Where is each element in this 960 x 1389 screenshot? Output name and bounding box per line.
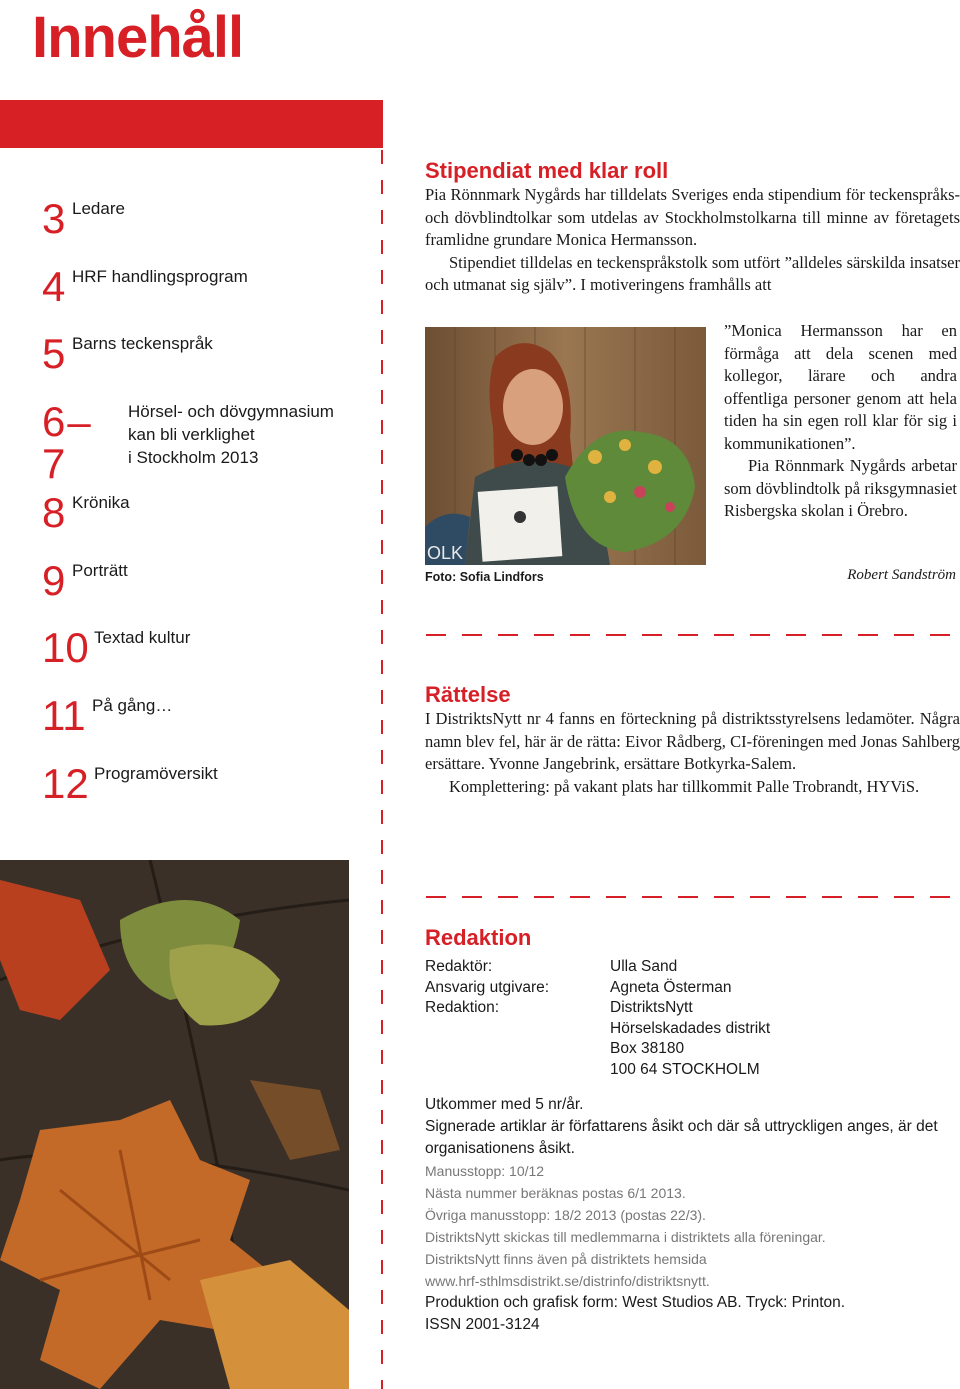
redaktion-key xyxy=(425,1019,610,1040)
toc-label: Barns teckenspråk xyxy=(72,334,213,353)
photo-sign-text: OLK xyxy=(427,543,464,563)
toc-number: 12 xyxy=(42,760,89,807)
toc-label: Porträtt xyxy=(72,561,128,580)
redaktion-row xyxy=(425,978,960,999)
toc-number: 9 xyxy=(42,557,66,604)
toc-label: På gång… xyxy=(92,696,173,715)
article-paragraph: I DistriktsNytt nr 4 fanns en förteckning på distriktsstyrelsens ledamöter. Några namn blev fel, här är de rätta: Eivor Rådberg, CI-föreningen med Jonas Sahlberg ersättare. Yvonne Jangebrink, ersättare Botkyrka-Salem. xyxy=(425,709,960,773)
redaktion-key: Redaktion: xyxy=(425,999,500,1016)
redaktion-row xyxy=(425,1039,960,1060)
distribution-text: DistriktsNytt skickas till medlemmarna i distriktets alla föreningar. xyxy=(425,1229,826,1245)
redaktion-title: Redaktion xyxy=(425,925,532,950)
redaktion-value: 100 64 STOCKHOLM xyxy=(610,1060,760,1078)
redaktion-value: Ulla Sand xyxy=(610,958,678,975)
toc-label: i Stockholm 2013 xyxy=(128,448,259,467)
redaktion-key xyxy=(425,1039,610,1060)
toc-label: Ledare xyxy=(72,199,125,218)
redaktion-key: Redaktör: xyxy=(425,958,493,975)
hemsida-url[interactable]: www.hrf-sthlmsdistrikt.se/distrinfo/distriktsnytt. xyxy=(425,1273,710,1289)
toc-label: kan bli verklighet xyxy=(128,425,255,444)
produktion-text: Produktion och grafisk form: West Studios AB. Tryck: Printon. xyxy=(425,1294,846,1311)
signerade-text: Signerade artiklar är författarens åsikt och där så uttryckligen anges, är det organisationens åsikt. xyxy=(425,1118,938,1157)
redaktion-value: Hörselskadades distrikt xyxy=(610,1019,771,1037)
redaktion-box xyxy=(425,925,960,1336)
redaktion-row xyxy=(425,1060,960,1081)
article-byline: Robert Sandström xyxy=(847,567,956,583)
article-title: Rättelse xyxy=(425,682,511,707)
ovriga-manusstopp-text: Övriga manusstopp: 18/2 2013 (postas 22/3). xyxy=(425,1207,706,1223)
article-quote: ”Monica Hermansson har en förmåga att dela scenen med kollegor, lärare och andra offentliga personer genom att hela tiden ha sin egen roll klar för sig i kommunikationen”. xyxy=(724,321,957,453)
article-wrap-text xyxy=(724,320,957,523)
redaktion-value: Box 38180 xyxy=(610,1040,685,1057)
section-divider xyxy=(426,634,960,636)
redaktion-row xyxy=(425,998,960,1019)
toc-number: 11 xyxy=(42,692,86,739)
toc-number: 6–7 xyxy=(42,398,93,487)
hemsida-text: DistriktsNytt finns även på distriktets hemsida xyxy=(425,1251,707,1267)
redaktion-row xyxy=(425,957,960,978)
toc-label: Krönika xyxy=(72,493,130,512)
redaktion-value: Agneta Österman xyxy=(610,978,732,996)
portrait-photo xyxy=(425,327,706,565)
redaktion-key: Ansvarig utgivare: xyxy=(425,978,550,996)
section-divider xyxy=(426,896,960,898)
autumn-leaves-photo xyxy=(0,860,349,1389)
toc-label: Textad kultur xyxy=(94,628,191,647)
article-stipendiat xyxy=(425,158,960,297)
toc-number: 10 xyxy=(42,624,89,671)
article-rattelse xyxy=(425,682,960,798)
vertical-divider xyxy=(381,150,383,1389)
article-paragraph: Komplettering: på vakant plats har tillkommit Palle Trobrandt, HYViS. xyxy=(449,776,920,796)
toc-number: 8 xyxy=(42,489,66,536)
toc-number: 5 xyxy=(42,330,66,377)
portrait-photo-drawing xyxy=(425,327,706,565)
redaktion-key xyxy=(425,1060,610,1081)
red-header-bar xyxy=(0,100,383,148)
article-paragraph: Stipendiet tilldelas en teckenspråkstolk som utfört ”alldeles särskilda insatser och utmanat sig själv”. I motiveringens framhålls att xyxy=(425,252,960,294)
autumn-leaves-drawing xyxy=(0,860,349,1389)
utkommer-text: Utkommer med 5 nr/år. xyxy=(425,1096,584,1113)
toc-number: 3 xyxy=(42,195,66,242)
toc-label: Programöversikt xyxy=(94,764,218,783)
redaktion-row xyxy=(425,1019,960,1040)
toc-number: 4 xyxy=(42,263,66,310)
toc-label: Hörsel- och dövgymnasium xyxy=(128,402,334,421)
article-paragraph: Pia Rönnmark Nygårds har tilldelats Sveriges enda stipendium för teckenspråks- och dövblindtolkar som utdelas av Stockholmstolkarna till minne av företagets framlidne grundare Monica Hermansson. xyxy=(425,185,960,249)
photo-caption: Foto: Sofia Lindfors xyxy=(425,570,544,584)
manusstopp-text: Manusstopp: 10/12 xyxy=(425,1163,545,1179)
article-title: Stipendiat med klar roll xyxy=(425,158,669,183)
article-paragraph: Pia Rönnmark Nygårds arbetar som dövblindtolk på riksgymnasiet Risbergska skolan i Örebro. xyxy=(724,456,957,520)
toc-label: HRF handlingsprogram xyxy=(72,267,248,286)
page-title: Innehåll xyxy=(32,5,244,70)
redaktion-value: DistriktsNytt xyxy=(610,999,693,1016)
issn-text: ISSN 2001-3124 xyxy=(425,1316,540,1333)
nasta-nummer-text: Nästa nummer beräknas postas 6/1 2013. xyxy=(425,1185,686,1201)
